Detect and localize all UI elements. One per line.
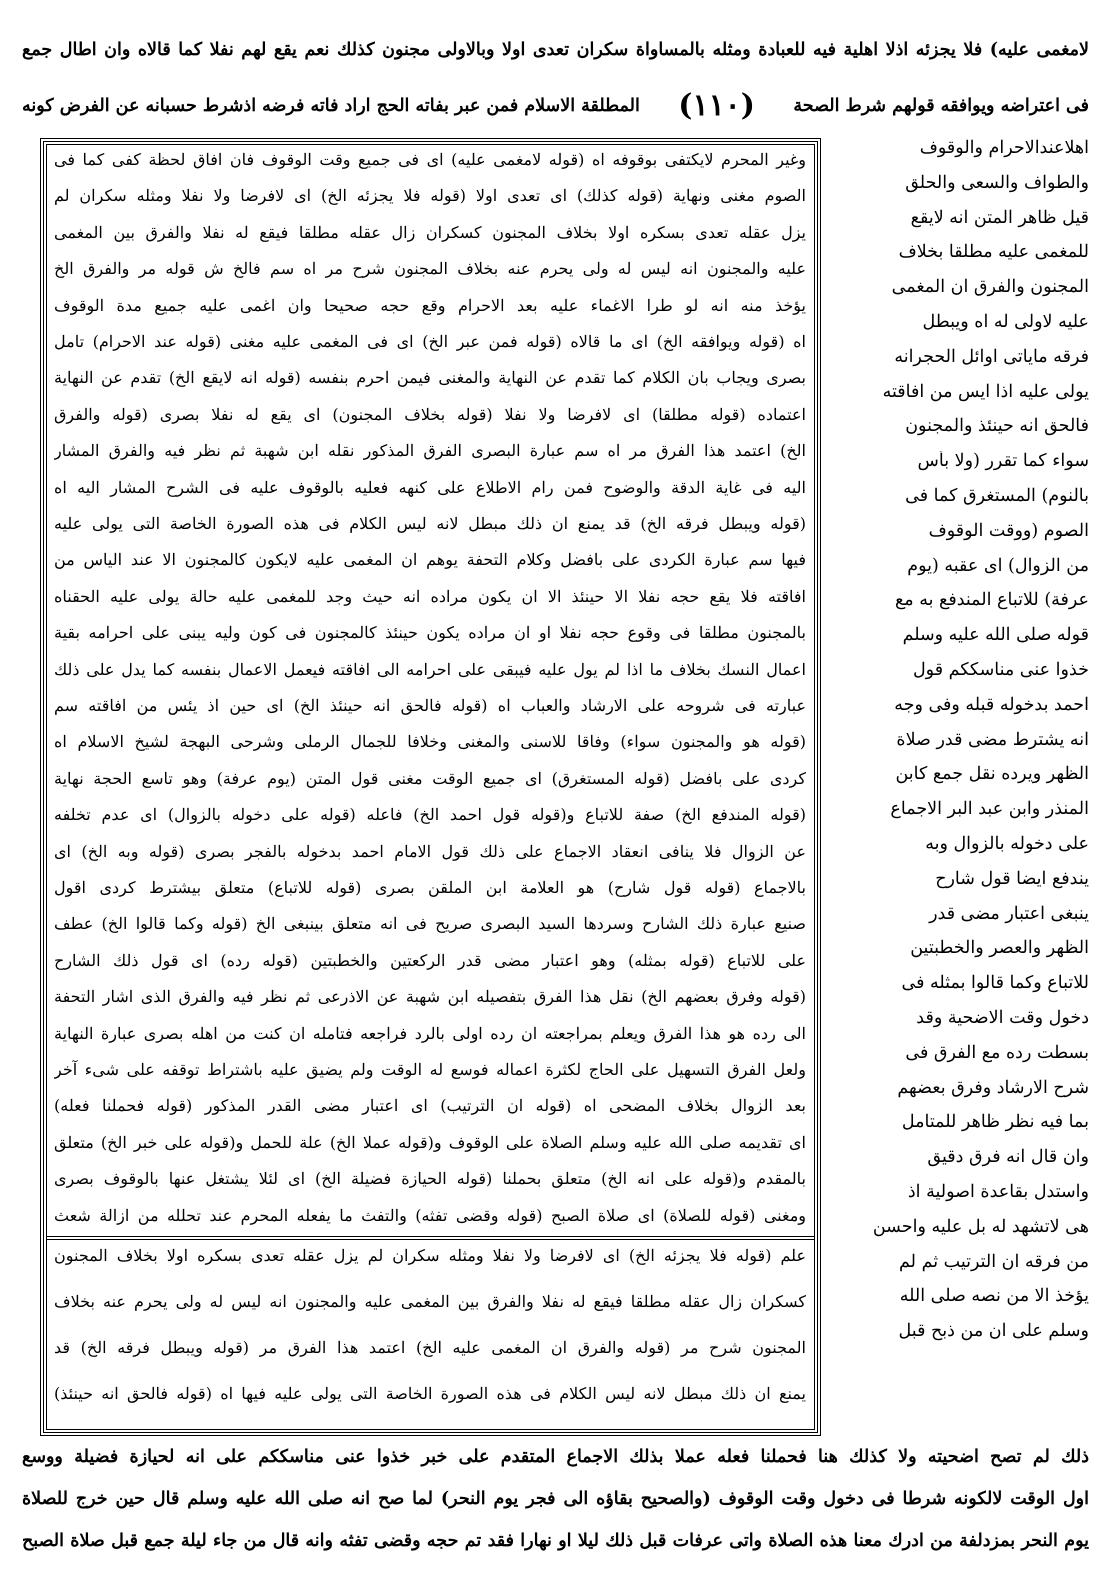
side-text-line: واستدل بقاعدة اصولية اذ (907, 1182, 1089, 1202)
commentary-line: يزل عقله تعدى بسكره اولا بخلاف المجنون كسكران زال عقله مطلقا فيقع له نفلا والفرق بين المغمى (54, 222, 806, 242)
footnote-line: المجنون شرح مر (قوله والفرق ان المغمى عليه الخ) اعتمد هذا الفرق مر (قوله ويبطل فرقه الخ) قد (54, 1338, 806, 1357)
side-text-line: من الزوال) اى عقبه (يوم (907, 555, 1089, 576)
side-text-line: المجنون والفرق ان المغمى (891, 277, 1089, 298)
side-text-line: قوله صلى الله عليه وسلم (902, 625, 1089, 646)
commentary-line: صنيع عبارة ذلك الشارح وسردها السيد البصرى صريح فى انه متعلق بينبغى الخ (قوله وكما قالوا الخ) عطف (54, 914, 806, 934)
side-text-line: من فرقه ان الترتيب ثم لم (899, 1251, 1089, 1272)
side-text-line: المنذر وابن عبد البر الاجماع (890, 799, 1089, 820)
commentary-line: بصرى ويجاب بان الكلام كما تقدم عن النهاية والمغنى فيمن احرم بنفسه (قوله انه لايقع الخ) تقدم عن النهاية (54, 368, 806, 388)
commentary-line: اه (قوله ويوافقه الخ) اى ما قالاه (قوله فمن عبر الخ) اى فى المغمى عليه مغنى (قوله عند الاحرام) تامل (54, 332, 806, 351)
side-text-line: والطواف والسعى والحلق (905, 172, 1089, 193)
commentary-line: على للاتباع (قوله بمثله) وهو اعتبار مضى قدر الركعتين والخطبتين (قوله رده) اى قول ذلك الشارح (54, 950, 806, 970)
commentary-line: (قوله وفرق بعضهم الخ) نقل هذا الفرق بتفصيله ابن شهبة عن الاذرعى ثم نظر فيه والفرق الذى اشار التحفة (54, 987, 806, 1007)
commentary-line: عبارته فى شروحه على الارشاد والعباب اه (قوله فالحق انه حينئذ الخ) اى حين اذ يئس من افاقته سم (54, 696, 806, 715)
commentary-line: الى رده هو هذا الفرق ويعلم بمراجعته ان رده اولى بالرد فراجعه فتامله ان كنت من اهله بصرى عبارة النهاية (54, 1023, 806, 1043)
side-text-line: يؤخذ الا من نصه صلى الله (899, 1286, 1089, 1307)
top-text-line-2-end: المطلقة الاسلام فمن عبر بفاته الحج اراد فاته فرضه اذشرط حسبانه عن الفرض كونه (22, 95, 640, 116)
commentary-line: افاقته فلا يقع حجه نفلا الا حينئذ الا ان يكون مراده انه حيث وجد للمغمى عليه حالة يولى عليه الحقناه (54, 586, 806, 606)
side-text-line: بما فيه نظر ظاهر للمتامل (901, 1112, 1089, 1133)
commentary-line: الصوم مغنى ونهاية (قوله كذلك) اى تعدى اولا (قوله فلا يجزئه الخ) اى لافرضا ولا نفلا ومثله سكران لم (54, 186, 806, 206)
commentary-line: عن الزوال فلا ينافى انعقاد الاجماع على ذلك قول الامام احمد بدخوله بالفجر بصرى (قوله وبه الخ) اى (54, 841, 806, 861)
side-text-line: عرفة) للاتباع المندفع به مع (894, 590, 1089, 611)
commentary-line: كردى على بافضل (قوله المستغرق) اى جميع الوقت مغنى قول المتن (يوم عرفة) وهو تاسع الحجة نهاية (54, 768, 806, 788)
side-text-line: للمغمى عليه مطلقا بخلاف (898, 242, 1089, 263)
commentary-line: ومغنى (قوله للصلاة) اى صلاة الصبح (قوله وقضى تفثه) والتفث ما يفعله المحرم عند تحلله من ازالة شعث (54, 1205, 806, 1225)
side-text-line: على دخوله بالزوال وبه (925, 834, 1089, 854)
commentary-line: (قوله المندفع الخ) صفة للاتباع و(قوله قول احمد الخ) فاعله (قوله على دخوله بالزوال) اى عدم تخلفه (54, 805, 806, 825)
side-text-line: الصوم (ووقت الوقوف (928, 520, 1089, 541)
side-text-line: ينبغى اعتبار مضى قدر (929, 903, 1089, 924)
side-text-line: بسطت رده مع الفرق فى (905, 1042, 1089, 1063)
commentary-line: (قوله ويبطل فرقه الخ) قد يمنع ان ذلك مبطل لانه ليس الكلام فى هذه الصورة الخاصة التى يولى عليه (54, 514, 806, 533)
side-text-line: عليه لاولى له اه ويبطل (922, 312, 1089, 332)
bottom-text-line-2: اول الوقت لالكونه شرطا فى دخول وقت الوقوف (والصحيح بقاؤه الى فجر يوم النحر) لما صح انه صلى الله عليه وسلم قال حين خرج للصلاة (22, 1489, 1089, 1509)
commentary-line: وغير المحرم لايكتفى بوقوفه اه (قوله لامغمى عليه) اى فى جميع وقت الوقوف فان افاق لحظة كفى كما فى (54, 150, 806, 169)
footnote-line: كسكران زال عقله مطلقا فيقع له نفلا والفرق بين المغمى عليه والمجنون انه ليس له ولى يحرم عنه بخلاف (54, 1292, 806, 1311)
side-text-line: انه يشترط مضى قدر صلاة (896, 729, 1089, 750)
commentary-line: الخ) اعتمد هذا الفرق مر اه سم عبارة البصرى الفرق المذكور نقله ابن شهبة ثم نظر فيه والفرق المشار (54, 441, 806, 461)
commentary-line: بالاجماع (قوله قول شارح) هو العلامة ابن الملقن بصرى (قوله للاتباع) متعلق بيشترط كردى اقول (54, 878, 806, 897)
footnote-line: يمنع ان ذلك مبطل لانه ليس الكلام فى هذه الصورة الخاصة التى يولى عليه فيها اه (قوله فالحق انه حينئذ) (54, 1384, 806, 1403)
side-text-line: احمد بدخوله قبله وفى وجه (894, 694, 1089, 715)
commentary-divider (46, 1236, 815, 1240)
commentary-line: اعمال النسك بخلاف ما اذا لم يول عليه فيبقى على احرامه الى افاقته فيعمل الاعمال بنفسه كما يدل على ذلك (54, 659, 806, 679)
top-text-line-2 (22, 88, 1089, 123)
page-number: (١١٠) (678, 88, 755, 123)
footnote-line: علم (قوله فلا يجزئه الخ) اى لافرضا ولا نفلا ومثله سكران لم يزل عقله تعدى بسكره اولا بخلاف المجنون (54, 1246, 806, 1265)
side-text-line: قيل ظاهر المتن انه لايقع (910, 207, 1089, 228)
side-text-line: شرح الارشاد وفرق بعضهم (897, 1077, 1089, 1098)
side-text-line: فرقه ماياتى اوائل الحجرانه (894, 346, 1089, 367)
commentary-line: (قوله هو والمجنون سواء) وفاقا للاسنى والمغنى وخلافا للجمال الرملى وشرحى البهجة لشيخ الاسلام اه (54, 732, 806, 752)
side-text-line: خذوا عنى مناسككم قول (912, 660, 1089, 680)
side-text-line: فالحق انه حينئذ والمجنون (905, 416, 1089, 437)
bottom-text-line-3: يوم النحر بمزدلفة من ادرك معنا هذه الصلاة واتى عرفات قبل ذلك ليلا او نهارا فقد تم حجه وقضى تفثه وانه قال من جاء ليلة جمع قبل صلاة الصبح (22, 1531, 1089, 1551)
commentary-line: بالمجنون مطلقا فى وقوع حجه نفلا او ان مراده يكون حينئذ كالمجنون فى كون وليه يبنى على احرامه بقية (54, 623, 806, 643)
commentary-line: ولعل الفرق التسهيل على الحاج لكثرة اعماله فوسع له الوقت ولم يضيق عليه باشتراط توقفه على شىء آخر (54, 1060, 806, 1079)
side-text-line: الظهر والعصر والخطبتين (910, 938, 1089, 959)
side-text-line: اهلاعندالاحرام والوقوف (919, 138, 1089, 158)
side-text-line: للاتباع وكما قالوا بمثله فى (901, 973, 1089, 994)
commentary-line: بالمقدم و(قوله على انه الخ) متعلق بحملنا (قوله الحيازة فضيلة الخ) اى لئلا يشتغل عنها بالوقوف بصرى (54, 1169, 806, 1189)
side-text-line: وسلم على ان من ذبح قبل (898, 1321, 1089, 1342)
commentary-line: فيها سم عبارة الكردى على بافضل وكلام التحفة يوهم ان المغمى عليه لايكون كالمجنون الا عند الياس من (54, 550, 806, 570)
commentary-line: اعتماده (قوله مطلقا) اى لافرضا ولا نفلا (قوله بخلاف المجنون) اى يقع له نفلا بصرى (قوله والفرق (54, 404, 806, 424)
side-text-line: هى لاتشهد له بل عليه واحسن (872, 1216, 1089, 1237)
side-text-line: بالنوم) المستغرق كما فى (905, 486, 1089, 506)
commentary-line: اى تقديمه صلى الله عليه وسلم الصلاة على الوقوف و(قوله عملا الخ) علة للحمل و(قوله على خبر الخ) متعلق (54, 1132, 806, 1152)
commentary-line: عليه والمجنون انه ليس له ولى يحرم عنه بخلاف المجنون شرح مر اه سم فالخ ش قوله مر والفرق الخ (54, 259, 806, 279)
side-text-line: دخول وقت الاضحية وقد (916, 1008, 1089, 1028)
side-text-line: الظهر ويرده نقل جمع كابن (895, 764, 1089, 785)
commentary-line: اليه فى غاية الدقة والوضوح فمن رام الاطلاع على كنهه فعليه بالوقوف عليه فى الشرح المشار اليه اه (54, 477, 806, 497)
side-text-line: يندفع ايضا قول شارح (935, 868, 1089, 889)
side-text-line: يولى عليه اذا ايس من افاقته (882, 381, 1089, 402)
commentary-line: بعد الزوال بخلاف المضحى اه (قوله ان الترتيب) اى اعتبار مضى القدر المذكور (قوله فحملنا فعله) (54, 1096, 806, 1116)
side-text-line: سواء كما تقرر (ولا بأس (917, 451, 1089, 472)
top-text-line-2-start: فى اعتراضه ويوافقه قولهم شرط الصحة (793, 95, 1089, 116)
top-text-line-1: لامغمى عليه) فلا يجزئه اذلا اهلية فيه للعبادة ومثله بالمساواة سكران تعدى اولا وبالاولى مجنون كذلك نعم يقع لهم نفلا كما قالاه وان اطال جمع (22, 40, 1089, 60)
bottom-text-line-1: ذلك لم تصح اضحيته ولا كذلك هنا فحملنا فعله عملا بذلك الاجماع المتقدم على خبر خذوا عنى مناسككم على انه لحيازة فضيلة ووسع (22, 1447, 1089, 1467)
side-text-line: وان قال انه فرق دقيق (927, 1147, 1089, 1168)
commentary-line: يؤخذ منه انه لو طرا الاغماء عليه بعد الاحرام وقع حجه صحيحا وان اغمى عليه جميع مدة الوقوف (54, 295, 806, 315)
